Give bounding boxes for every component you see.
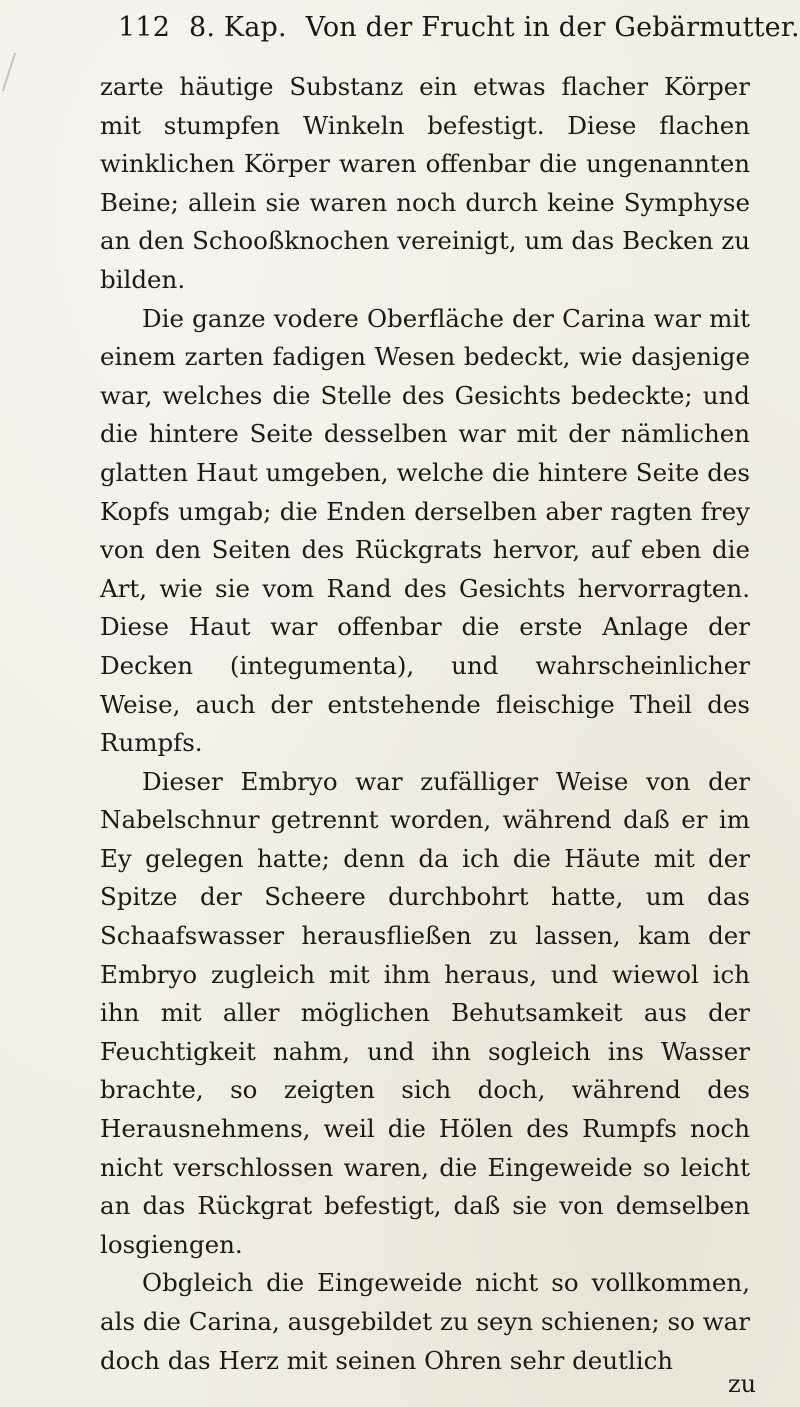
- running-title: Von der Frucht in der Gebärmutter.: [305, 12, 800, 43]
- paragraph-1: zarte häutige Substanz ein etwas flacher Körper mit stumpfen Winkeln befestigt. Diese flachen winklichen Körper waren offenbar die ungenannten Beine; allein sie waren noch durch keine Symphyse an den Schooßknochen vereinigt, um das Becken zu bilden.: [100, 72, 750, 294]
- paragraph-2: Die ganze vodere Oberfläche der Carina war mit einem zarten fadigen Wesen bedeckt, wie dasjenige war, welches die Stelle des Gesichts bedeckte; und die hintere Seite desselben war mit der nämlichen glatten Haut umgeben, welche die hintere Seite des Kopfs umgab; die Enden derselben aber ragten frey von den Seiten des Rückgrats hervor, auf eben die Art, wie sie vom Rand des Gesichts hervorragten. Diese Haut war offenbar die erste Anlage der Decken (integumenta), und wahrscheinlicher Weise, auch der entstehende fleischige Theil des Rumpfs.: [100, 303, 750, 758]
- catchword: zu: [728, 1370, 757, 1398]
- body-text: [100, 68, 750, 1380]
- chapter-label: 8. Kap.: [188, 12, 287, 43]
- running-header: [118, 12, 800, 44]
- page-edge-mark: [2, 53, 16, 92]
- paragraph-3: Dieser Embryo war zufälliger Weise von der Nabelschnur getrennt worden, während daß er im Ey gelegen hatte; denn da ich die Häute mit der Spitze der Scheere durchbohrt hatte, um das Schaafswasser herausfließen zu lassen, kam der Embryo zugleich mit ihm heraus, und wiewol ich ihn mit aller möglichen Behutsamkeit aus der Feuchtigkeit nahm, und ihn sogleich ins Wasser brachte, so zeigten sich doch, während des Herausnehmens, weil die Hölen des Rumpfs noch nicht verschlossen waren, die Eingeweide so leicht an das Rückgrat befestigt, daß sie von demselben losgiengen.: [100, 766, 750, 1259]
- page-number: 112: [118, 12, 171, 43]
- paragraph-4: Obgleich die Eingeweide nicht so vollkommen, als die Carina, ausgebildet zu seyn schienen; so war doch das Herz mit seinen Ohren sehr deutlich: [100, 1268, 750, 1375]
